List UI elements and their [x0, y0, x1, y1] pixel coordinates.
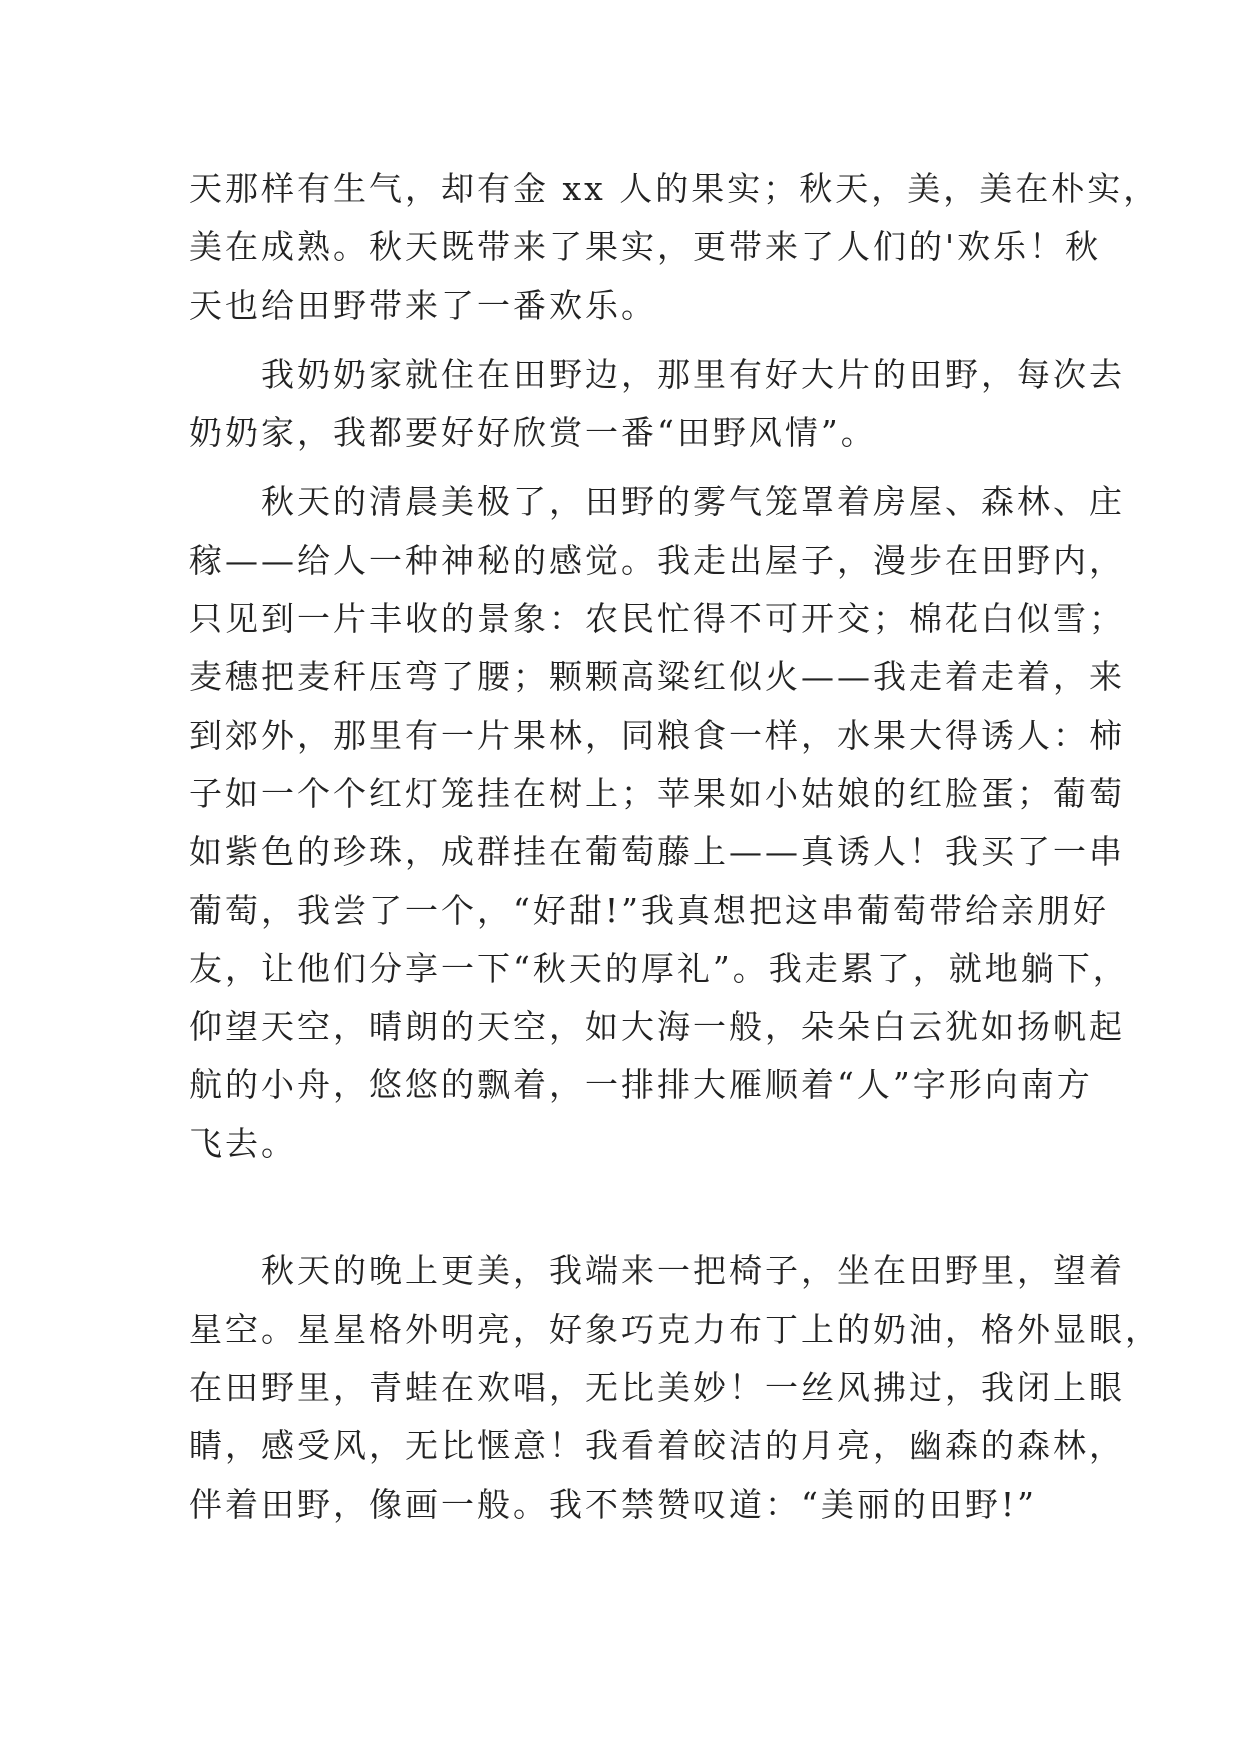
- text-line: 秋天的清晨美极了，田野的雾气笼罩着房屋、森林、庄: [261, 482, 1125, 522]
- text-line: 奶奶家，我都要好好欣赏一番“田野风情”。: [189, 413, 877, 453]
- text-line: 我奶奶家就住在田野边，那里有好大片的田野，每次去: [261, 354, 1125, 394]
- text-line: 天也给田野带来了一番欢乐。: [189, 285, 657, 325]
- text-line: 葡萄，我尝了一个，“好甜!”我真想把这串葡萄带给亲朋好: [189, 890, 1110, 930]
- paragraph-2: [189, 346, 1125, 463]
- text-line: 稼——给人一种神秘的感觉。我走出屋子，漫步在田野内，: [189, 540, 1125, 580]
- text-line: 天那样有生气，却有金 xx 人的果实；秋天，美，美在朴实，: [189, 169, 1160, 208]
- text-line: 在田野里，青蛙在欢唱，无比美妙！一丝风拂过，我闭上眼: [189, 1367, 1125, 1407]
- text-line: 仰望天空，晴朗的天空，如大海一般，朵朵白云犹如扬帆起: [189, 1007, 1125, 1047]
- text-line: 只见到一片丰收的景象：农民忙得不可开交；棉花白似雪；: [189, 599, 1125, 639]
- text-line: 友，让他们分享一下“秋天的厚礼”。我走累了，就地躺下，: [189, 948, 1129, 988]
- text-line: 伴着田野，像画一般。我不禁赞叹道：“美丽的田野!”: [189, 1484, 1038, 1524]
- text-line: 如紫色的珍珠，成群挂在葡萄藤上——真诱人！我买了一串: [189, 832, 1125, 872]
- paragraph-4: [189, 1242, 1161, 1533]
- text-line: [189, 1173, 1069, 1231]
- text-line: 睛，感受风，无比惬意！我看着皎洁的月亮，幽森的森林，: [189, 1426, 1125, 1466]
- text-line: 秋天的晚上更美，我端来一把椅子，坐在田野里，望着: [261, 1251, 1125, 1291]
- paragraph-3: [189, 473, 1129, 1231]
- paragraph-gap: [189, 462, 1069, 473]
- text-line: 到郊外，那里有一片果林，同粮食一样，水果大得诱人：柿: [189, 715, 1125, 755]
- text-line: 航的小舟，悠悠的飘着，一排排大雁顺着“人”字形向南方: [189, 1065, 1093, 1105]
- paragraph-gap: [189, 335, 1069, 346]
- text-line: 星空。星星格外明亮，好象巧克力布丁上的奶油，格外显眼，: [189, 1309, 1161, 1349]
- paragraph-gap: [189, 1231, 1069, 1242]
- document-body: [189, 160, 1161, 1534]
- text-line: 子如一个个红灯笼挂在树上；苹果如小姑娘的红脸蛋；葡萄: [189, 773, 1125, 813]
- paragraph-1: [189, 160, 1160, 335]
- text-line: 飞去。: [189, 1123, 297, 1163]
- text-line: 美在成熟。秋天既带来了果实，更带来了人们的'欢乐！秋: [189, 227, 1102, 267]
- text-line: 麦穗把麦秆压弯了腰；颗颗高粱红似火——我走着走着，来: [189, 657, 1125, 697]
